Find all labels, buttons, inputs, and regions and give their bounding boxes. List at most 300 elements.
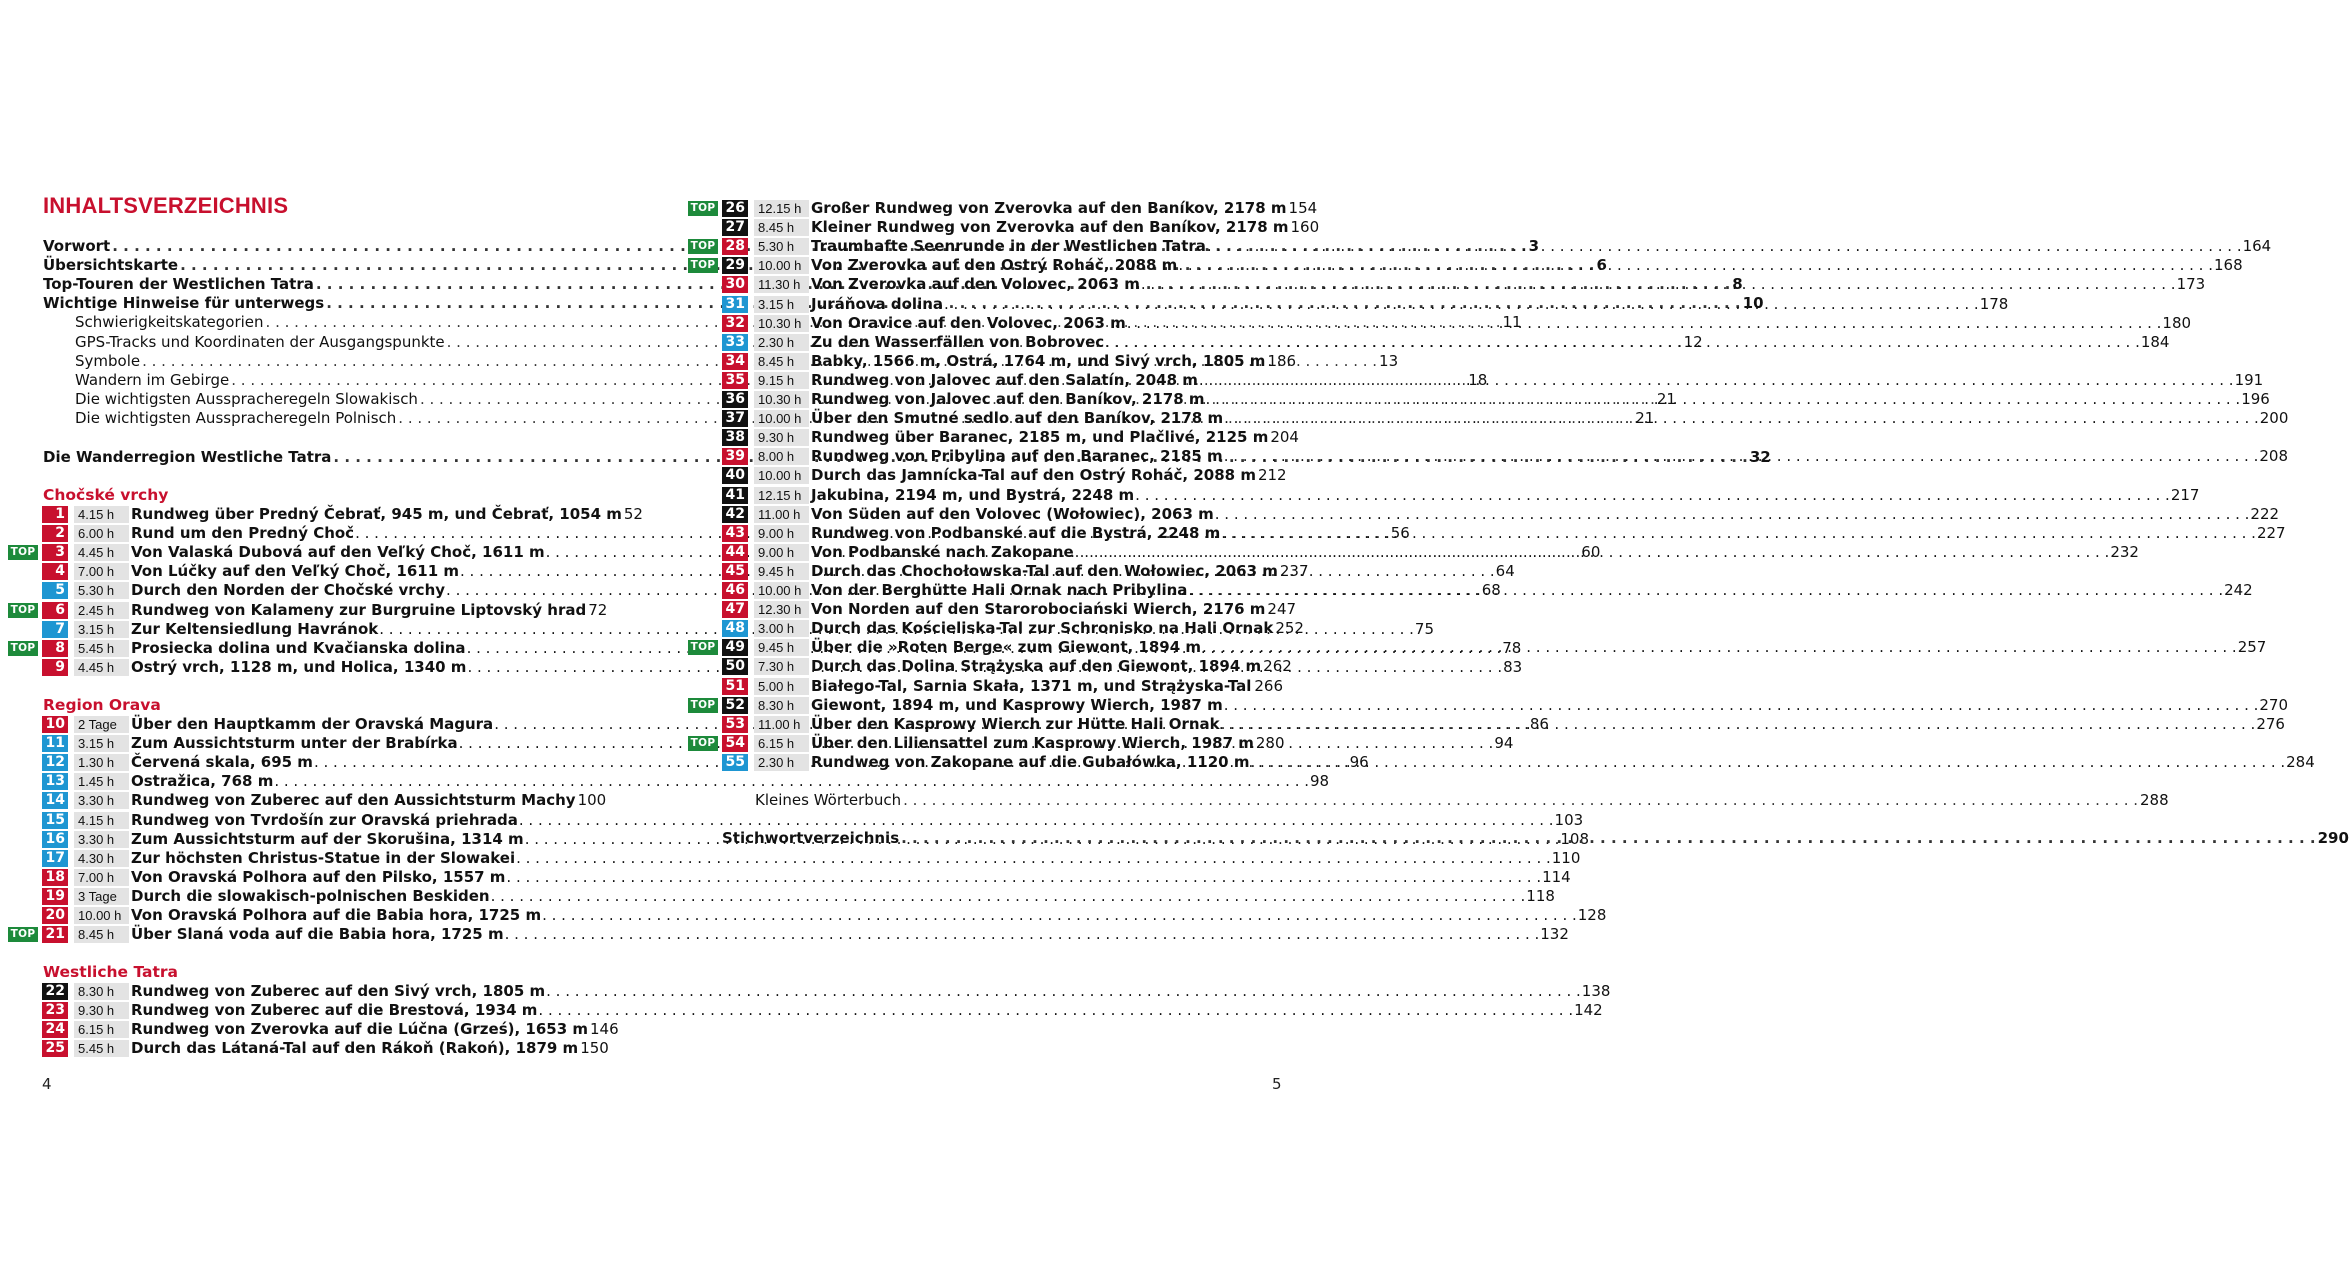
toc-entry-title: Übersichtskarte [43,256,179,275]
tour-duration: 3.30 h [74,831,129,848]
tour-number-badge: 32 [722,315,748,332]
tour-number-badge: 4 [42,563,68,580]
tour-duration: 11.30 h [754,276,809,293]
tour-number-badge: 42 [722,506,748,523]
tour-page: 118 [1526,886,1555,905]
tour-title: Rundweg über Baranec, 2185 m, und Plačlivé, 2125 m [811,428,1269,447]
tour-entry [811,466,1287,485]
tour-entry [131,906,1607,925]
tour-entry [811,428,1299,447]
page-title: INHALTSVERZEICHNIS [43,193,289,218]
tour-title: Giewont, 1894 m, und Kasprowy Wierch, 1987 m [811,695,1223,714]
tour-title: Traumhafte Seenrunde in der Westlichen Tatra [811,237,1206,256]
tour-number-badge: 28 [722,238,748,255]
leader-dots [1075,543,2110,562]
tour-number-badge: 48 [722,620,748,637]
tour-row[interactable] [8,505,643,524]
tour-duration: 6.15 h [754,735,809,752]
tour-duration: 1.45 h [74,773,129,790]
tour-entry [811,351,1297,371]
toc-entry-title: Schwierigkeitskategorien [75,313,264,332]
tour-title: Von Oravice auf den Volovec, 2063 m [811,313,1126,332]
tour-number-badge: 3 [42,544,68,561]
tour-number-badge: 47 [722,601,748,618]
toc-entry-title: Die wichtigsten Ausspracheregeln Slowakisch [75,389,418,408]
tour-page: 217 [2170,485,2200,504]
tour-duration: 9.00 h [754,525,809,542]
tour-duration: 3.00 h [754,620,809,637]
tour-duration: 1.30 h [74,754,129,771]
tour-number-badge: 17 [42,850,68,867]
tour-title: Rund um den Predný Choč [131,524,355,543]
tour-duration: 9.45 h [754,563,809,580]
tour-number-badge: 51 [722,678,748,695]
leader-dots [901,829,2315,848]
tour-row[interactable] [688,619,1304,638]
leader-dots [1199,371,2234,390]
tour-row[interactable] [8,982,1611,1001]
tour-page: 68 [1481,581,1501,600]
tour-duration: 9.45 h [754,639,809,656]
tour-row[interactable] [8,772,1330,791]
tour-number-badge: 15 [42,812,68,829]
tour-duration: 7.00 h [74,563,129,580]
tour-title: Rundweg von Zuberec auf den Sivý vrch, 1805 m [131,982,546,1000]
tour-page: 164 [2242,237,2272,256]
toc-entry-page: 12 [1683,332,1703,351]
leader-dots [1127,314,2162,333]
tour-row[interactable] [688,218,1320,237]
leader-dots [1224,447,2259,466]
tour-number-badge: 29 [722,257,748,274]
tour-title: Über die »Roten Berge« zum Giewont, 1894 m [811,638,1202,657]
page-number-left: 4 [42,1075,52,1093]
tour-number-badge: 16 [42,831,68,848]
tour-entry [131,867,1571,887]
leader-dots [1135,486,2170,505]
leader-dots [505,925,1540,944]
tour-row[interactable] [688,256,2243,275]
page-number-right: 5 [1272,1075,1282,1093]
tour-row[interactable] [688,199,1318,218]
tour-title: Von Oravská Polhora auf den Pilsko, 1557 m [131,867,506,886]
tour-page: 222 [2250,504,2280,523]
leader-dots [542,906,1577,925]
tour-title: Von Lúčky auf den Veľký Choč, 1611 m [131,562,459,581]
tour-title: Juráňova dolina [811,294,944,313]
tour-page: 78 [1502,638,1522,657]
toc-entry-page: 32 [1749,448,1771,466]
tour-number-badge: 50 [722,658,748,675]
tour-duration: 10.30 h [754,391,809,408]
tour-page: 110 [1551,848,1581,867]
tour-title: Durch die slowakisch-polnischen Beskiden [131,886,490,905]
tour-number-badge: 27 [722,219,748,236]
tour-title: Ostražica, 768 m [131,772,274,791]
toc-entry-title: Symbole [75,351,141,370]
leader-dots [1141,275,2176,294]
tour-row[interactable] [688,466,1287,485]
tour-duration: 8.30 h [754,697,809,714]
top-tour-badge: TOP [8,603,38,618]
tour-duration: 10.30 h [754,315,809,332]
top-tour-badge: TOP [688,698,718,713]
tour-page: 142 [1574,1001,1603,1020]
tour-title: Zur höchsten Christus-Statue in der Slowakei [131,848,516,867]
tour-number-badge: 19 [42,888,68,905]
tour-title: Rundweg von Pribylina auf den Baranec, 2185 m [811,447,1223,466]
tour-title: Rundweg von Podbanské auf die Bystrá, 2248 m [811,523,1221,542]
tour-page: 160 [1290,218,1320,237]
tour-row[interactable] [688,428,1299,447]
tour-page: 257 [2237,638,2267,657]
leader-dots [1224,696,2259,715]
tour-title: Durch das Chochołowska-Tal auf den Wołowiec, 2063 m [811,561,1278,580]
tour-row[interactable] [688,485,2200,505]
tour-page: 208 [2259,447,2288,466]
tour-duration: 3.15 h [74,621,129,638]
tour-entry [811,237,2272,256]
tour-page: 266 [1254,676,1283,695]
tour-row[interactable] [8,810,1584,830]
tour-duration: 7.30 h [754,658,809,675]
tour-row[interactable] [688,351,1297,371]
tour-entry [131,791,607,810]
tour-entry [131,600,608,620]
tour-title: Durch das Dolina Strążyska auf den Giewont, 1894 m [811,657,1262,676]
tour-number-badge: 21 [42,926,68,943]
tour-entry [811,199,1318,218]
tour-duration: 2 Tage [74,716,129,733]
tour-duration: 6.15 h [74,1021,129,1038]
leader-dots [1206,390,2241,409]
tour-title: Rundweg von Zakopane auf die Gubałówka, 1120 m [811,752,1250,771]
leader-dots [1105,333,2140,352]
tour-entry [811,619,1304,638]
tour-page: 184 [2140,332,2170,351]
tour-title: Babky, 1566 m, Ostrá, 1764 m, und Sivý vrch, 1805 m [811,351,1266,370]
tour-duration: 4.45 h [74,659,129,676]
tour-number-badge: 37 [722,410,748,427]
tour-title: Von Podbanské nach Zakopane [811,542,1074,561]
tour-title: Von Valaská Dubová auf den Veľký Choč, 1611 m [131,543,545,562]
tour-duration: 3.30 h [74,792,129,809]
tour-page: 270 [2259,695,2289,714]
tour-number-badge: 6 [42,602,68,619]
section-heading: Region Orava [43,696,161,714]
tour-duration: 3 Tage [74,888,129,905]
tour-duration: 12.15 h [754,200,809,217]
tour-duration: 4.15 h [74,812,129,829]
leader-dots [1224,409,2259,428]
tour-duration: 4.45 h [74,544,129,561]
tour-row[interactable] [8,925,1569,944]
tour-title: Von Oravská Polhora auf die Babia hora, 1725 m [131,906,542,924]
tour-number-badge: 18 [42,869,68,886]
tour-number-badge: 9 [42,659,68,676]
toc-entry-page: 18 [1468,370,1488,389]
toc-entry-title: Kleines Wörterbuch [755,791,902,809]
toc-entry-page: 288 [2140,791,2169,809]
tour-title: Prosiecka dolina und Kvačianska dolina [131,638,466,657]
tour-row[interactable] [688,695,2289,715]
tour-duration: 3.15 h [74,735,129,752]
tour-number-badge: 44 [722,544,748,561]
tour-duration: 8.00 h [754,448,809,465]
tour-duration: 8.45 h [754,353,809,370]
tour-title: Kleiner Rundweg von Zverovka auf den Baníkov, 2178 m [811,218,1289,237]
tour-page: 178 [1979,294,2009,313]
tour-duration: 12.15 h [754,487,809,504]
tour-row[interactable] [8,886,1555,906]
tour-page: 150 [580,1039,609,1058]
tour-title: Ostrý vrch, 1128 m, und Holica, 1340 m [131,657,467,676]
leader-dots [903,791,2138,810]
tour-page: 108 [1560,829,1590,848]
tour-duration: 6.00 h [74,525,129,542]
leader-dots [491,887,1526,906]
tour-title: Von der Berghütte Hali Ornak nach Pribylina [811,581,1188,599]
tour-duration: 5.45 h [74,1040,129,1057]
tour-entry [811,561,1309,581]
leader-dots [1178,256,2213,275]
tour-page: 132 [1540,925,1569,944]
tour-duration: 2.45 h [74,602,129,619]
tour-page: 154 [1288,199,1318,217]
tour-page: 252 [1275,619,1304,638]
tour-row[interactable] [8,1001,1603,1020]
tour-number-badge: 46 [722,582,748,599]
tour-page: 75 [1414,619,1435,638]
section-heading: Chočské vrchy [43,486,169,504]
tour-entry [131,505,643,524]
tour-title: Białego-Tal, Sarnia Skała, 1371 m, und Strążyska-Tal [811,676,1252,695]
top-tour-badge: TOP [688,640,718,655]
tour-duration: 11.00 h [754,506,809,523]
tour-duration: 10.00 h [754,467,809,484]
leader-dots [546,982,1581,1001]
tour-title: Von Zverovka auf den Volovec, 2063 m [811,275,1140,294]
tour-duration: 7.00 h [74,869,129,886]
tour-title: Durch das Látaná-Tal auf den Rákoň (Rakoń), 1879 m [131,1039,579,1058]
tour-page: 72 [588,600,608,619]
tour-title: Über den Smutné sedlo auf den Baníkov, 2178 m [811,409,1224,428]
tour-duration: 4.15 h [74,506,129,523]
tour-page: 276 [2256,714,2285,733]
tour-page: 98 [1310,772,1330,791]
tour-duration: 10.00 h [754,410,809,427]
tour-page: 280 [1255,733,1285,752]
tour-title: Jakubina, 2194 m, und Bystrá, 2248 m [811,485,1135,504]
tour-title: Zum Aussichtsturm unter der Brabírka [131,734,458,753]
tour-page: 180 [2162,313,2192,332]
tour-number-badge: 23 [42,1002,68,1019]
tour-number-badge: 2 [42,525,68,542]
tour-duration: 5.00 h [754,678,809,695]
toc-entry-page: 21 [1656,389,1676,408]
tour-title: Durch den Norden der Chočské vrchy [131,581,446,600]
tour-page: 103 [1554,810,1584,829]
tour-page: 96 [1349,753,1369,772]
tour-row[interactable] [688,409,2289,428]
toc-entry-title: Stichwortverzeichnis [722,829,900,847]
tour-title: Über den Kasprowy Wierch zur Hütte Hali Ornak [811,714,1220,733]
tour-page: 247 [1267,600,1297,619]
tour-title: Zu den Wasserfällen von Bobrovec [811,332,1105,351]
tour-number-badge: 12 [42,754,68,771]
tour-duration: 10.00 h [754,257,809,274]
tour-number-badge: 14 [42,792,68,809]
tour-duration: 5.45 h [74,640,129,657]
tour-page: 83 [1503,657,1523,676]
tour-entry [811,275,2206,294]
tour-row[interactable] [688,390,2270,409]
tour-row[interactable] [688,561,1309,581]
tour-title: Rundweg von Jalovec auf den Salatín, 2048 m [811,370,1198,389]
section-heading: Westliche Tatra [43,963,178,981]
tour-entry [131,1020,619,1039]
tour-duration: 2.30 h [754,754,809,771]
tour-number-badge: 10 [42,716,68,733]
top-tour-badge: TOP [688,201,718,216]
tour-entry [811,409,2289,428]
tour-number-badge: 26 [722,200,748,217]
tour-row[interactable] [8,867,1571,887]
tour-row[interactable] [688,275,2206,294]
tour-number-badge: 34 [722,353,748,370]
tour-duration: 10.00 h [754,582,809,599]
tour-row[interactable] [688,734,1284,753]
leader-dots [519,811,1554,830]
toc-entry-page: 3 [1528,237,1540,255]
tour-number-badge: 49 [722,639,748,656]
tour-page: 114 [1542,867,1571,886]
toc-entry-backmatter[interactable] [755,791,2169,810]
tour-entry [811,677,1283,696]
tour-number-badge: 55 [722,754,748,771]
leader-dots [1207,237,2242,256]
tour-page: 200 [2259,409,2289,428]
tour-title: Über den Hauptkamm der Oravská Magura [131,715,494,733]
tour-page: 227 [2256,523,2286,542]
tour-duration: 2.30 h [754,334,809,351]
tour-number-badge: 43 [722,525,748,542]
tour-title: Rundweg von Tvrdošín zur Oravská priehrada [131,810,518,829]
tour-entry [811,256,2243,275]
tour-number-badge: 40 [722,467,748,484]
tour-row[interactable] [8,601,606,620]
tour-duration: 8.45 h [74,926,129,943]
tour-page: 52 [623,505,643,523]
toc-entry-page: 6 [1596,256,1607,275]
tour-entry [811,695,2289,715]
tour-entry [131,848,1581,868]
tour-row[interactable] [688,237,2272,256]
tour-title: Rundweg von Zverovka auf die Lúčna (Grześ), 1653 m [131,1020,588,1039]
tour-title: Zur Keltensiedlung Havránok [131,619,379,638]
tour-entry [811,504,2280,524]
tour-page: 191 [2234,370,2264,389]
toc-entry-page: 11 [1502,313,1522,332]
leader-dots [1221,715,2256,734]
tour-page: 100 [577,791,607,810]
leader-dots [538,1001,1573,1020]
tour-entry [811,734,1283,753]
toc-entry-title: Die wichtigsten Ausspracheregeln Polnisch [75,408,397,427]
tour-entry [811,600,1297,619]
toc-entry-title: Die Wanderregion Westliche Tatra [43,448,332,466]
tour-number-badge: 45 [722,563,748,580]
tour-title: Červená skala, 695 m [131,753,313,772]
tour-entry [131,810,1584,830]
tour-title: Großer Rundweg von Zverovka auf den Baníkov, 2178 m [811,199,1287,217]
tour-number-badge: 30 [722,276,748,293]
tour-entry [131,886,1555,906]
tour-number-badge: 20 [42,907,68,924]
tour-entry [811,390,2270,409]
tour-number-badge: 22 [42,983,68,1000]
tour-duration: 4.30 h [74,850,129,867]
tour-number-badge: 41 [722,487,748,504]
tour-row[interactable] [688,657,1292,676]
top-tour-badge: TOP [8,641,38,656]
tour-page: 196 [2241,390,2270,408]
top-tour-badge: TOP [688,258,718,273]
tour-page: 64 [1495,562,1515,581]
tour-row[interactable] [688,600,1297,619]
tour-duration: 11.00 h [754,716,809,733]
tour-page: 212 [1257,466,1287,485]
tour-title: Rundweg über Predný Čebrať, 945 m, und Čebrať, 1054 m [131,505,622,523]
tour-duration: 5.30 h [74,582,129,599]
tour-number-badge: 1 [42,506,68,523]
tour-row[interactable] [8,848,1581,868]
tour-entry [811,485,2200,505]
tour-duration: 9.30 h [754,429,809,446]
toc-entry-page: 8 [1732,275,1743,294]
tour-page: 186 [1267,351,1297,370]
tour-row[interactable] [688,504,2280,524]
toc-entry-page: 290 [2317,829,2349,847]
tour-row[interactable] [8,906,1607,925]
tour-number-badge: 36 [722,391,748,408]
tour-entry [131,772,1330,791]
tour-page: 60 [1581,543,1601,562]
tour-row[interactable] [8,791,606,810]
tour-title: Von Norden auf den Starorobociański Wierch, 2176 m [811,600,1266,619]
tour-row[interactable] [688,677,1284,696]
leader-dots [1252,677,1253,696]
leader-dots [516,849,1551,868]
leader-dots [1250,753,2285,772]
tour-page: 232 [2110,542,2139,561]
toc-entry-page: 13 [1379,351,1399,370]
tour-page: 262 [1263,657,1292,676]
tour-page: 173 [2176,275,2206,294]
tour-title: Zum Aussichtsturm auf der Skorušina, 1314 m [131,829,524,848]
tour-duration: 5.30 h [754,238,809,255]
top-tour-badge: TOP [688,239,718,254]
toc-entry-title: GPS-Tracks und Koordinaten der Ausgangspunkte [75,332,445,351]
tour-page: 146 [590,1020,619,1039]
tour-number-badge: 35 [722,372,748,389]
tour-row[interactable] [8,1039,609,1058]
toc-entry-title: Vorwort [43,237,111,255]
tour-row[interactable] [8,1020,619,1039]
tour-title: Über Slaná voda auf die Babia hora, 1725 m [131,925,504,944]
tour-number-badge: 31 [722,296,748,313]
toc-entry-page: 21 [1635,408,1655,427]
